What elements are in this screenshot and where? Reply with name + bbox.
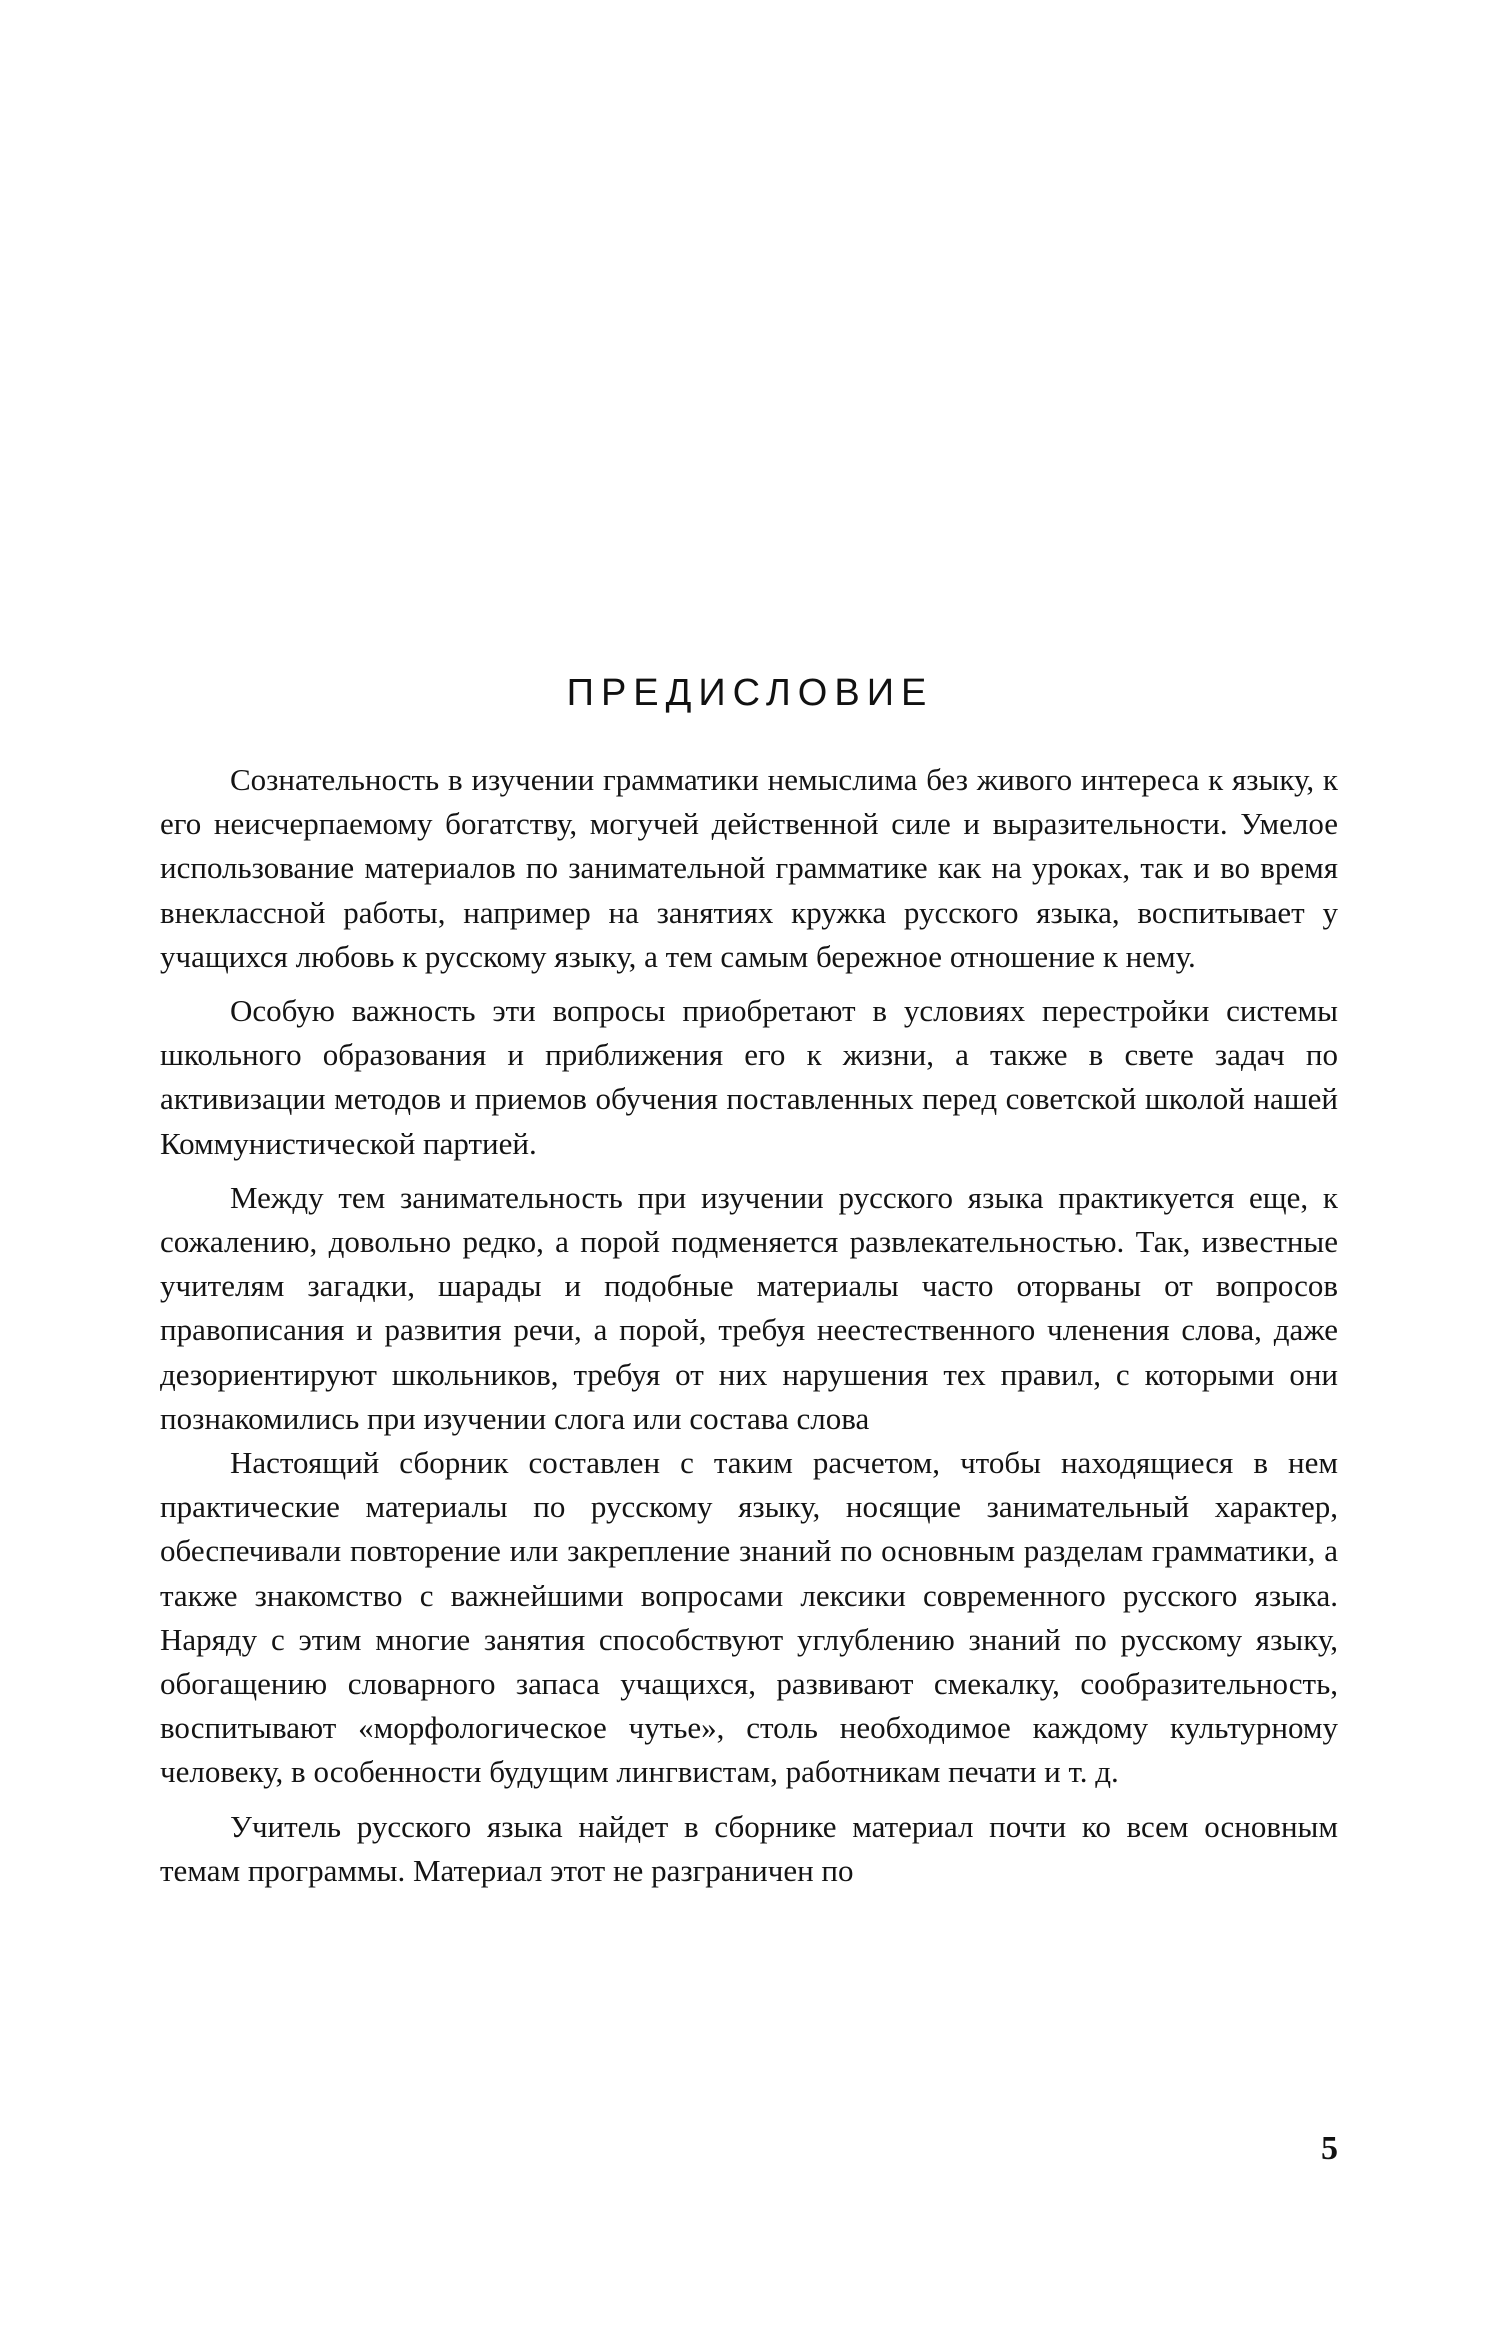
page-title: ПРЕДИСЛОВИЕ [566, 672, 934, 714]
page-number: 5 [1321, 2130, 1338, 2167]
paragraph-2: Особую важность эти вопросы приобретают в условиях перестройки системы школьного образования и приближения его к жизни, а также в свете задач по активизации методов и приемов обучения поставленных перед советской школой нашей Коммунистической партией. [160, 993, 1338, 1161]
paragraph-3: Между тем занимательность при изучении русского языка практикуется еще, к сожалению, довольно редко, а порой подменяется развлекательностью. Так, известные учителям загадки, шарады и подобные материалы часто оторваны от вопросов правописания и развития речи, а порой, требуя неестественного членения слова, даже дезориентируют школьников, требуя от них нарушения тех правил, с которыми они познакомились при изучении слога или состава слова [160, 1179, 1338, 1436]
paragraph-4: Настоящий сборник составлен с таким расчетом, чтобы находящиеся в нем практические материалы по русскому языку, носящие занимательный характер, обеспечивали повторение или закрепление знаний по основным разделам грамматики, а также знакомство с важнейшими вопросами лексики современного русского языка. Наряду с этим многие занятия способствуют углублению знаний по русскому языку, обогащению словарного запаса учащихся, развивают смекалку, сообразительность, воспитывают «морфологическое чутье», столь необходимое каждому культурному человеку, в особенности будущим лингвистам, работникам печати и т. д. [160, 1445, 1338, 1790]
paragraph-1: Сознательность в изучении грамматики немыслима без живого интереса к языку, к его неисчерпаемому богатству, могучей действенной силе и выразительности. Умелое использование материалов по занимательной грамматике как на уроках, так и во время внеклассной работы, например на занятиях кружка русского языка, воспитывает у учащихся любовь к русскому языку, а тем самым бережное отношение к нему. [160, 762, 1338, 974]
preface-body [160, 758, 1338, 1893]
paragraph-5: Учитель русского языка найдет в сборнике материал почти ко всем основным темам программы. Материал этот не разграничен по [160, 1808, 1338, 1888]
